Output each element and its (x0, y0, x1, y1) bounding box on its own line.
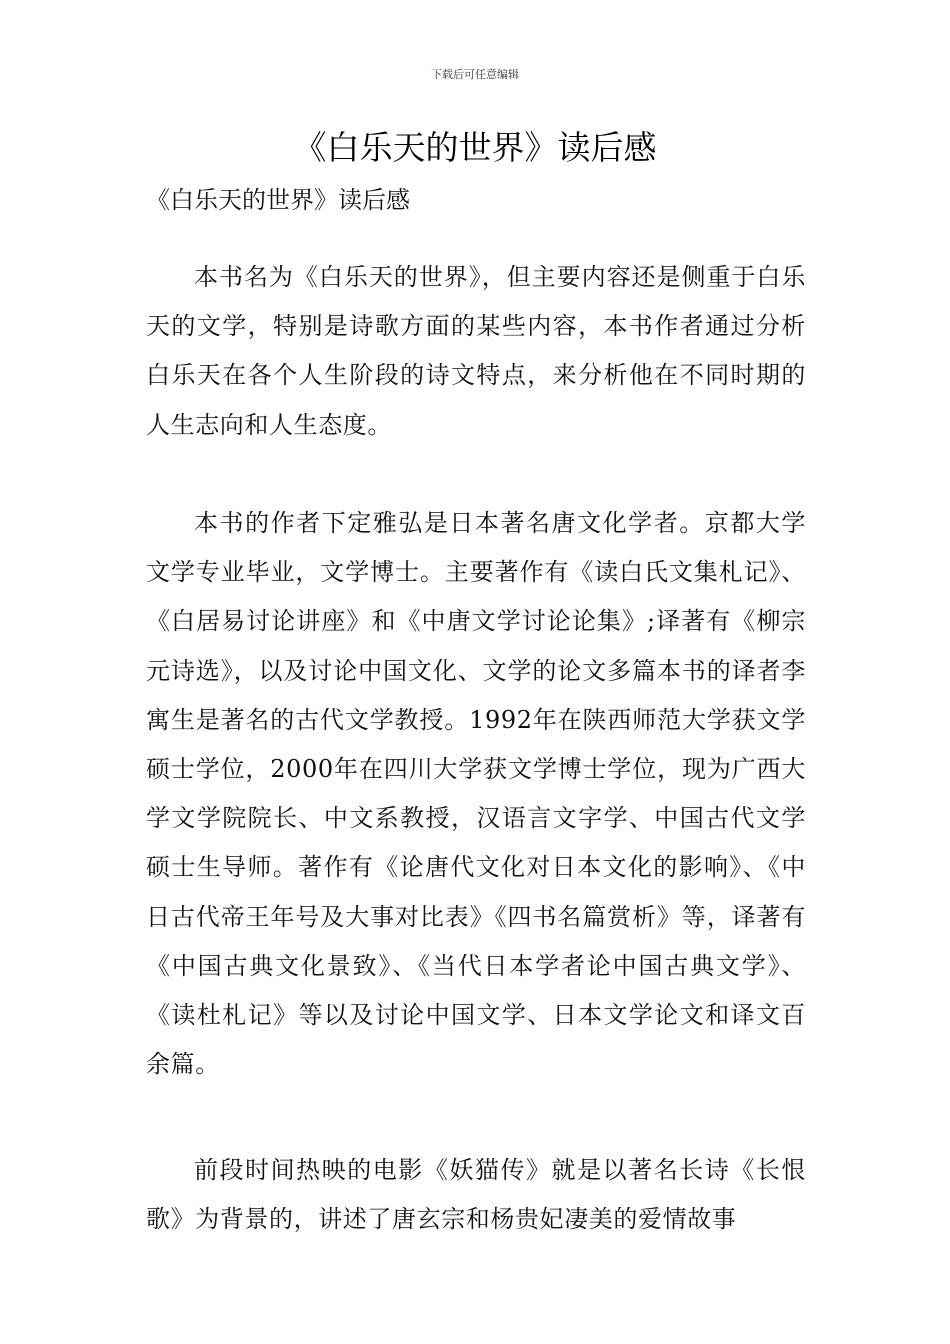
paragraph-film: 前段时间热映的电影《妖猫传》就是以著名长诗《长恨歌》为背景的，讲述了唐玄宗和杨贵妃凄美的爱情故事 (146, 1156, 806, 1234)
paragraph-intro: 本书名为《白乐天的世界》，但主要内容还是侧重于白乐天的文学，特别是诗歌方面的某些内容，本书作者通过分析白乐天在各个人生阶段的诗文特点，来分析他在不同时期的人生志向和人生态度。 (146, 263, 806, 439)
paragraph-authors: 本书的作者下定雅弘是日本著名唐文化学者。京都大学文学专业毕业，文学博士。主要著作有《读白氏文集札记》、《白居易讨论讲座》和《中唐文学讨论论集》;译著有《柳宗元诗选》，以及讨论中国文化、文学的论文多篇本书的译者李寓生是著名的古代文学教授。1992年在陕西师范大学获文学硕士学位，2000年在四川大学获文学博士学位，现为广西大学文学院院长、中文系教授，汉语言文字学、中国古代文学硕士生导师。著作有《论唐代文化对日本文化的影响》、《中日古代帝王年号及大事对比表》《四书名篇赏析》等，译著有《中国古典文化景致》、《当代日本学者论中国古典文学》、《读杜札记》等以及讨论中国文学、日本文学论文和译文百余篇。 (146, 509, 806, 1079)
header-note: 下载后可任意编辑 (431, 68, 519, 81)
document-title: 《白乐天的世界》读后感 (293, 128, 657, 167)
document-subtitle: 《白乐天的世界》读后感 (146, 186, 410, 214)
